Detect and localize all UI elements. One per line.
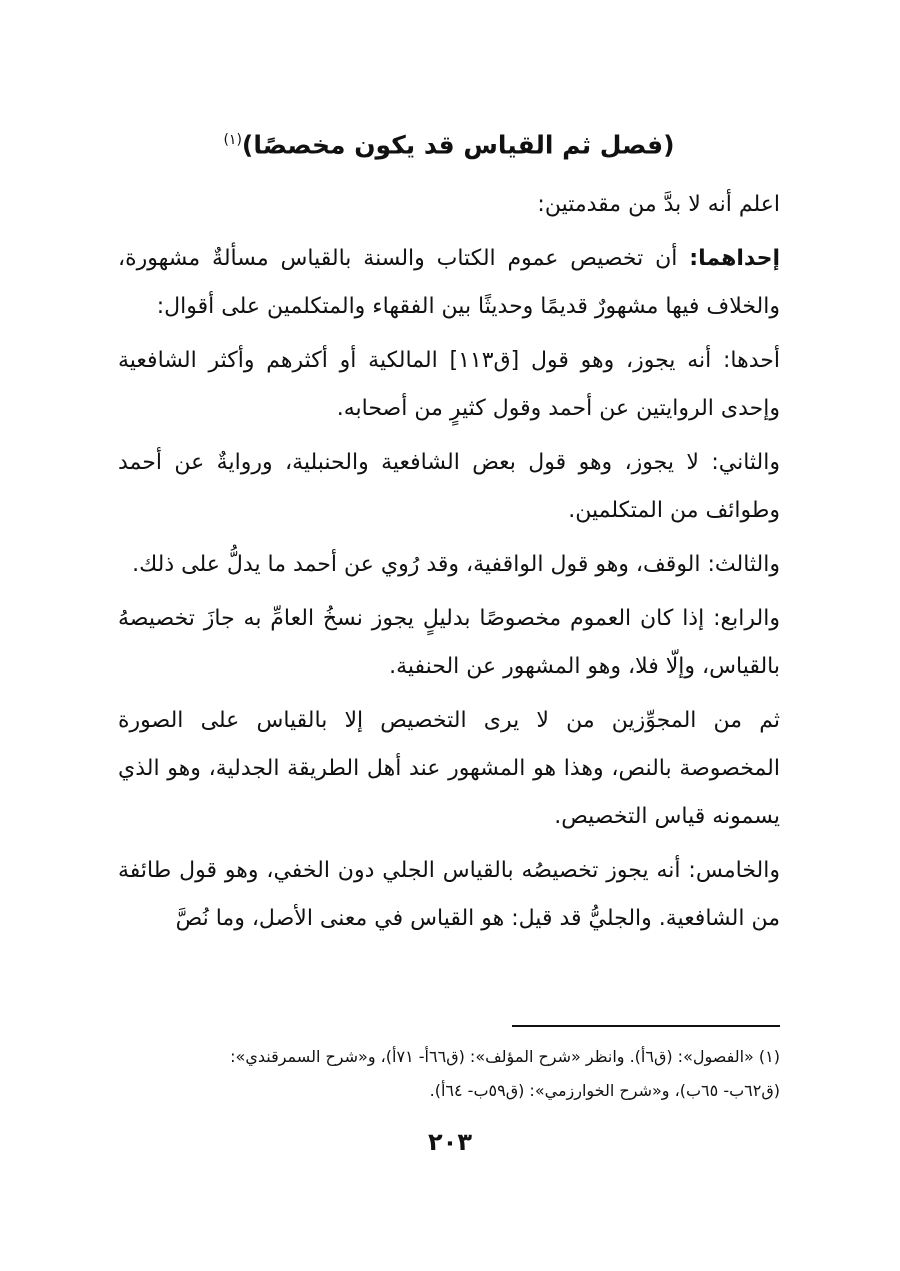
paragraph-lead: إحداهما: bbox=[689, 246, 780, 272]
paragraph-opinion-5 bbox=[118, 847, 780, 943]
section-heading bbox=[118, 118, 780, 167]
section-title: (فصل ثم القياس قد يكون مخصصًا) bbox=[241, 130, 675, 160]
paragraph-text: والثالث: الوقف، وهو قول الواقفية، وقد رُوي عن أحمد ما يدلُّ على ذلك. bbox=[132, 552, 780, 578]
paragraph-text: أحدها: أنه يجوز، وهو قول [ق١١٣] المالكية أو أكثرهم وأكثر الشافعية وإحدى الروايتين عن أحمد وقول كثيرٍ من أصحابه. bbox=[118, 348, 780, 422]
paragraph-text: والثاني: لا يجوز، وهو قول بعض الشافعية والحنبلية، وروايةٌ عن أحمد وطوائف من المتكلمين. bbox=[118, 450, 780, 524]
paragraph-opinion-4 bbox=[118, 595, 780, 691]
footnote-line-1: (١) «الفصول»: (ق٦أ). وانظر «شرح المؤلف»: (ق٦٦أ- ٧١أ)، و«شرح السمرقندي»: bbox=[230, 1047, 780, 1066]
paragraph-text: اعلم أنه لا بدَّ من مقدمتين: bbox=[537, 192, 780, 218]
paragraph-opinion-3 bbox=[118, 541, 780, 589]
footnote-line-2: (ق٦٢ب- ٦٥ب)، و«شرح الخوارزمي»: (ق٥٩ب- ٦٤أ). bbox=[429, 1081, 780, 1100]
footnote bbox=[118, 1040, 780, 1108]
page-body bbox=[118, 118, 780, 949]
paragraph-text: ثم من المجوِّزين من لا يرى التخصيص إلا بالقياس على الصورة المخصوصة بالنص، وهذا هو المشهور عند أهل الطريقة الجدلية، وهو الذي يسمونه قياس التخصيص. bbox=[118, 708, 780, 830]
paragraph-permitters bbox=[118, 697, 780, 841]
paragraph-text: والخامس: أنه يجوز تخصيصُه بالقياس الجلي دون الخفي، وهو قول طائفة من الشافعية. والجليُّ قد قيل: هو القياس في معنى الأصل، وما نُصَّ bbox=[118, 858, 780, 932]
paragraph-text: أن تخصيص عموم الكتاب والسنة بالقياس مسألةٌ مشهورة، والخلاف فيها مشهورٌ قديمًا وحديثًا بين الفقهاء والمتكلمين على أقوال: bbox=[118, 246, 780, 320]
paragraph-text: والرابع: إذا كان العموم مخصوصًا بدليلٍ يجوز نسخُ العامِّ به جازَ تخصيصهُ بالقياس، وإلّا فلا، وهو المشهور عن الحنفية. bbox=[118, 606, 780, 680]
paragraph-intro bbox=[118, 181, 780, 229]
paragraph-opinion-2 bbox=[118, 439, 780, 535]
footnote-divider bbox=[512, 1025, 780, 1027]
paragraph-first-premise bbox=[118, 235, 780, 331]
page-number: ٢٠٣ bbox=[428, 1128, 472, 1156]
footnote-ref: (١) bbox=[223, 132, 242, 148]
paragraph-opinion-1 bbox=[118, 337, 780, 433]
